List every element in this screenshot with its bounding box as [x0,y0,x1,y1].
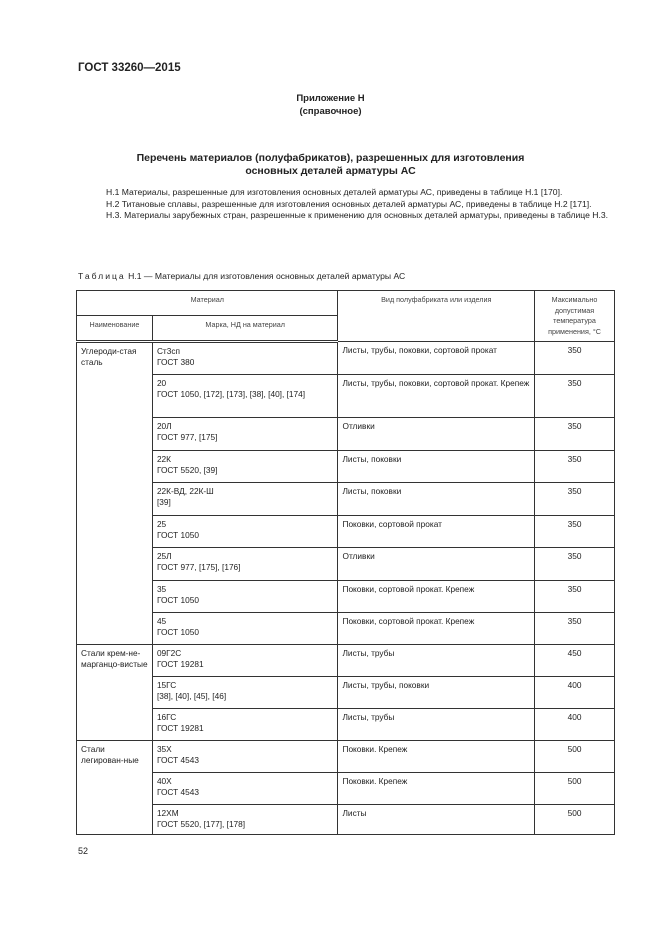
product-type: Листы, трубы [338,709,535,741]
materials-table [76,290,615,835]
table-caption [78,271,405,281]
grade: 16ГС [156,712,177,722]
header-temp: Максимально допустимая температура применения, °С [535,291,615,342]
table-row [77,342,615,375]
max-temperature: 500 [535,741,615,773]
product-type: Листы, трубы, поковки, сортовой прокат. Крепеж [338,375,535,418]
grade-cell [152,773,338,805]
page-number: 52 [78,846,89,856]
grade-cell [152,342,338,375]
material-name: Стали легирован-ные [77,741,153,835]
grade: 12ХМ [156,808,179,818]
grade-cell [152,418,338,451]
standard-doc: ГОСТ 5520, [177], [178] [156,818,246,829]
appendix-heading [0,92,661,118]
appendix-title: Приложение Н [296,93,365,104]
table-caption-label: Таблица [78,271,126,281]
paragraph: Н.2 Титановые сплавы, разрешенные для изготовления основных деталей арматуры АС, приведены в таблице Н.2 [171]. [106,198,592,209]
grade-cell [152,451,338,483]
max-temperature: 350 [535,418,615,451]
document-header: ГОСТ 33260—2015 [78,62,181,74]
max-temperature: 350 [535,375,615,418]
product-type: Листы, поковки [338,451,535,483]
standard-doc: ГОСТ 4543 [156,786,199,797]
section-title [0,152,661,178]
grade-cell [152,375,338,418]
grade: 09Г2С [156,648,182,658]
table-row [77,418,615,451]
product-type: Отливки [338,418,535,451]
grade: 35Х [156,744,172,754]
standard-doc: ГОСТ 1050, [172], [173], [38], [40], [174] [156,388,306,399]
product-type: Поковки, сортовой прокат [338,516,535,548]
product-type: Листы, трубы, поковки, сортовой прокат [338,342,535,375]
grade-cell [152,741,338,773]
grade-cell [152,805,338,835]
grade-cell [152,613,338,645]
max-temperature: 350 [535,548,615,581]
header-name: Наименование [77,316,153,342]
grade: Ст3сп [156,346,180,356]
standard-doc: ГОСТ 977, [175] [156,431,218,442]
max-temperature: 350 [535,451,615,483]
standard-doc: ГОСТ 1050 [156,529,199,540]
grade: 20Л [156,421,172,431]
table-row [77,741,615,773]
product-type: Поковки, сортовой прокат. Крепеж [338,581,535,613]
table-row [77,709,615,741]
grade: 25 [156,519,167,529]
table-row [77,645,615,677]
max-temperature: 350 [535,483,615,516]
grade: 20 [156,378,167,388]
paragraphs [78,187,614,222]
table-row [77,581,615,613]
product-type: Листы [338,805,535,835]
grade: 22К-ВД, 22К-Ш [156,486,214,496]
grade: 40Х [156,776,172,786]
max-temperature: 500 [535,773,615,805]
standard-doc: ГОСТ 380 [156,356,195,367]
header-material: Материал [77,291,338,316]
grade-cell [152,677,338,709]
grade-cell [152,548,338,581]
grade-cell [152,483,338,516]
header-product: Вид полуфабриката или изделия [338,291,535,342]
table-row [77,805,615,835]
paragraph: Н.3. Материалы зарубежных стран, разрешенные к применению для основных деталей арматуры, приведены в таблице Н.3. [106,210,609,220]
grade-cell [152,709,338,741]
header-grade: Марка, НД на материал [152,316,338,342]
section-title-line1: Перечень материалов (полуфабрикатов), разрешенных для изготовления [136,152,525,164]
max-temperature: 350 [535,613,615,645]
max-temperature: 350 [535,516,615,548]
grade: 15ГС [156,680,177,690]
grade: 45 [156,616,167,626]
standard-doc: ГОСТ 19281 [156,722,204,733]
product-type: Отливки [338,548,535,581]
material-name: Углероди-стая сталь [77,342,153,645]
standard-doc: [39] [156,496,171,507]
table-row [77,483,615,516]
table-row [77,677,615,709]
product-type: Листы, трубы, поковки [338,677,535,709]
product-type: Поковки. Крепеж [338,773,535,805]
max-temperature: 450 [535,645,615,677]
product-type: Поковки. Крепеж [338,741,535,773]
table-caption-text: Н.1 — Материалы для изготовления основных деталей арматуры АС [128,271,406,281]
max-temperature: 350 [535,342,615,375]
max-temperature: 400 [535,709,615,741]
table-row [77,613,615,645]
grade-cell [152,516,338,548]
standard-doc: ГОСТ 977, [175], [176] [156,561,241,572]
product-type: Поковки, сортовой прокат. Крепеж [338,613,535,645]
max-temperature: 400 [535,677,615,709]
material-name: Стали крем-не-марганцо-вистые [77,645,153,741]
standard-doc: [38], [40], [45], [46] [156,690,227,701]
max-temperature: 350 [535,581,615,613]
product-type: Листы, поковки [338,483,535,516]
grade: 35 [156,584,167,594]
section-title-line2: основных деталей арматуры АС [245,165,416,177]
standard-doc: ГОСТ 5520, [39] [156,464,218,475]
table-row [77,516,615,548]
paragraph: Н.1 Материалы, разрешенные для изготовления основных деталей арматуры АС, приведены в таблице Н.1 [170]. [106,187,563,197]
grade-cell [152,645,338,677]
table-row [77,451,615,483]
standard-doc: ГОСТ 19281 [156,658,204,669]
grade: 22К [156,454,171,464]
max-temperature: 500 [535,805,615,835]
standard-doc: ГОСТ 1050 [156,626,199,637]
table-row [77,773,615,805]
standard-doc: ГОСТ 4543 [156,754,199,765]
grade-cell [152,581,338,613]
standard-doc: ГОСТ 1050 [156,594,199,605]
table-row [77,548,615,581]
grade: 25Л [156,551,172,561]
table-row [77,375,615,418]
product-type: Листы, трубы [338,645,535,677]
appendix-subtitle: (справочное) [299,106,362,117]
table-body [77,342,615,835]
